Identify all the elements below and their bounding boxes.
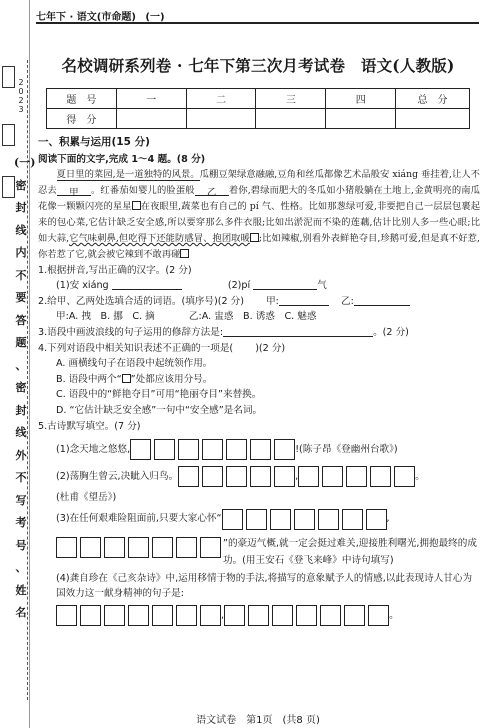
poem-line-4-boxes: , 。 <box>38 602 480 629</box>
score-row-label: 得 分 <box>47 109 117 129</box>
answer-line[interactable] <box>279 295 329 306</box>
seat-box <box>2 66 15 88</box>
char-boxes[interactable] <box>224 605 389 626</box>
poem-line-3-continued: ”的豪迈气概,就一定会挺过难关,迎接胜利曙光,拥抱最终的成功。(用王安石《登飞来峰》中诗句填写) <box>56 535 480 569</box>
score-header-cell: 一 <box>116 89 186 109</box>
score-table <box>46 88 470 129</box>
poem-2-source: (杜甫《望岳》) <box>56 492 117 504</box>
score-header-cell: 总 分 <box>396 89 470 109</box>
score-cell[interactable] <box>116 109 186 129</box>
page-footer: 语文试卷 第1页 (共8 页) <box>196 715 320 726</box>
option-b: B. 语段中两个“ ”处都应该用分号。 <box>56 373 213 385</box>
char-boxes[interactable] <box>298 466 415 487</box>
score-cell[interactable] <box>186 109 256 129</box>
question-2-options: 甲:A. 拽 B. 挪 C. 摘 乙:A. 盅惑 B. 诱惑 C. 魅惑 <box>56 311 317 323</box>
char-boxes[interactable] <box>130 439 295 460</box>
poem-line-4: (4)龚自珍在《己亥杂诗》中,运用移情于物的手法,将描写的意象赋予人的情感,以此表现诗人甘心为国效力这一献身精神的句子是: <box>56 572 473 600</box>
score-cell[interactable] <box>326 109 396 129</box>
option-d: D. “它估计缺乏安全感”一句中“安全感”是名词。 <box>56 404 263 416</box>
question-1: 1.根据拼音,写出正确的汉字。(2 分) <box>38 264 192 276</box>
punctuation-box[interactable] <box>250 233 259 242</box>
char-boxes[interactable] <box>56 605 221 626</box>
score-header-cell: 三 <box>256 89 326 109</box>
header-right: (一) <box>145 12 165 23</box>
class-box <box>2 124 15 146</box>
question-5: 5.古诗默写填空。(7 分) <box>38 420 141 432</box>
option-c: C. 语段中的“鲜艳夺目”可用“艳丽夺目”来替换。 <box>56 389 262 401</box>
question-1-answers: (1)安 xiáng (2)pí 气 <box>56 280 327 292</box>
section-one <box>38 135 480 629</box>
char-boxes[interactable] <box>56 537 221 558</box>
score-table-score-row <box>47 109 470 129</box>
char-boxes[interactable] <box>178 466 295 487</box>
page-header <box>36 8 479 24</box>
seal-line-notice: (一) 密 封 线 内 不 要 答 题 、 密 封 线 外 不 写 考 号 、 姓 名 <box>14 156 36 619</box>
wavy-sentence: 它气味刺鼻,但吃得下还能防感冒、抱团取暖 <box>69 232 250 244</box>
blank-yi[interactable]: 乙 <box>195 185 229 196</box>
strip-year: 2 0 2 3 <box>18 78 24 114</box>
blank-jia[interactable]: 甲 <box>57 185 91 196</box>
reading-instructions: 阅读下面的文字,完成 1～4 题。(8 分) <box>38 153 206 165</box>
score-header-cell: 题 号 <box>47 89 117 109</box>
answer-line[interactable] <box>112 279 182 290</box>
header-left: 七年下 · 语文(市命题) <box>36 12 136 23</box>
answer-line[interactable] <box>223 326 373 337</box>
score-cell[interactable] <box>396 109 470 129</box>
score-header-cell: 二 <box>186 89 256 109</box>
binding-strip <box>0 0 36 728</box>
char-boxes[interactable] <box>222 509 387 530</box>
reading-passage: 夏日里的菜园,是一道独特的风景。瓜棚豆架绿意融融,豆角和丝瓜都像艺术品般安 xiáng 垂挂着,让人不忍去 甲 。红番茄如婴儿的脸蛋般 乙 着你,碧绿而肥大的冬瓜如小猪般躺在土地上,金黄明亮的南瓜花像一颗颗闪亮的星星 在夜眼里,蔬菜也有自己的 pí 气、性格。比如那葱绿可爱,非要把自己一层层包裹起来的包心菜,它估计缺乏安全感,所以要穿那么多件衣服;比如出淤泥而不染的莲藕,估计比别人多一些心眼;比如大蒜,它气味刺鼻,但吃得下还能防感冒、抱团取暖 ;比如辣椒,别看外表鲜艳夺目,珍鹅可爱,但是真不好惹,你若惹了它,就会被它辣到不敢再碰 <box>38 169 480 260</box>
score-table-header-row <box>47 89 470 109</box>
poem-line-1: (1)念天地之悠悠, !(陈子昂《登幽州台歌》) <box>38 436 480 463</box>
punctuation-box[interactable] <box>132 201 141 210</box>
answer-line[interactable] <box>253 279 317 290</box>
question-4: 4.下列对语段中相关知识表述不正确的一项是( )(2 分) <box>38 342 286 354</box>
section-heading: 一、积累与运用(15 分) <box>38 136 150 148</box>
question-3: 3.语段中画波浪线的句子运用的修辞方法是: 。(2 分) <box>38 327 409 338</box>
punctuation-box[interactable] <box>180 249 189 258</box>
binding-dashed-line <box>27 60 28 700</box>
answer-line[interactable] <box>354 295 410 306</box>
underlined-sentence: 夏日里的菜园,是一道独特的风景。 <box>56 169 200 181</box>
score-header-cell: 四 <box>326 89 396 109</box>
option-a: A. 画横线句子在语段中起统领作用。 <box>56 358 213 370</box>
poem-line-3: (3)在任何艰难险阻面前,只要大家心怀“ , <box>38 506 480 533</box>
score-cell[interactable] <box>256 109 326 129</box>
poem-line-2: (2)荡胸生曾云,决眦入归鸟。 , 。 <box>38 463 480 490</box>
exam-title: 名校调研系列卷 · 七年下第三次月考试卷 语文(人教版) <box>61 56 455 75</box>
question-2: 2.给甲、乙两处选填合适的词语。(填序号)(2 分) 甲: 乙: <box>38 294 480 310</box>
punctuation-box-icon <box>122 374 131 383</box>
